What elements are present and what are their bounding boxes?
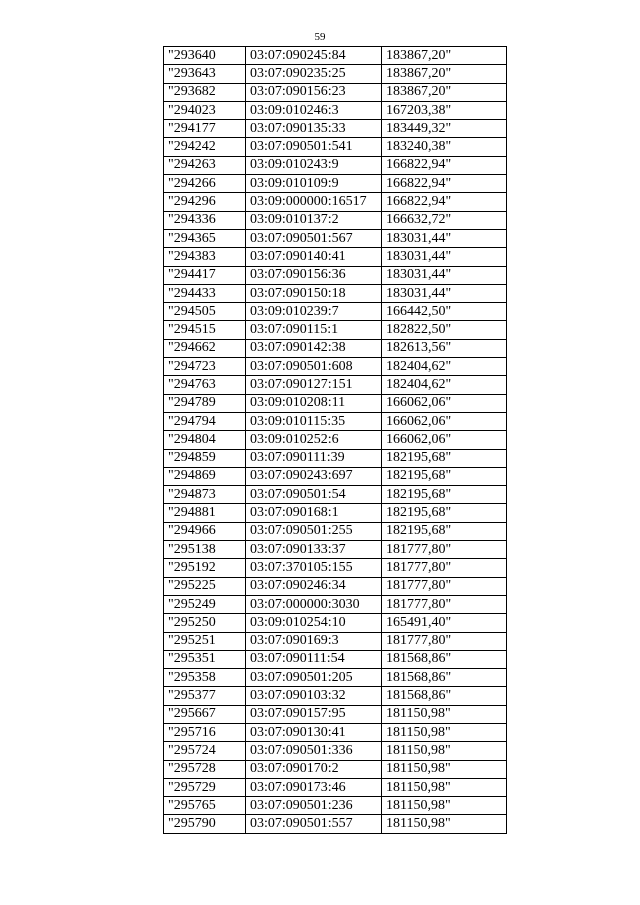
cadastral-number-cell: 03:07:090245:84 — [246, 47, 382, 65]
record-id-cell: "294365 — [164, 229, 246, 247]
value-cell: 181777,80" — [382, 541, 507, 559]
record-id-cell: "294873 — [164, 486, 246, 504]
record-id-cell: "294336 — [164, 211, 246, 229]
cadastral-number-cell: 03:07:090501:557 — [246, 815, 382, 833]
cadastral-number-cell: 03:07:370105:155 — [246, 559, 382, 577]
record-id-cell: "294505 — [164, 303, 246, 321]
table-row — [164, 65, 507, 83]
value-cell: 183031,44" — [382, 248, 507, 266]
table-row — [164, 541, 507, 559]
cadastral-number-cell: 03:07:090168:1 — [246, 504, 382, 522]
value-cell: 181568,86" — [382, 687, 507, 705]
table-row — [164, 394, 507, 412]
value-cell: 181150,98" — [382, 815, 507, 833]
table-row — [164, 559, 507, 577]
value-cell: 166062,06" — [382, 431, 507, 449]
value-cell: 166632,72" — [382, 211, 507, 229]
value-cell: 181568,86" — [382, 669, 507, 687]
value-cell: 182404,62" — [382, 376, 507, 394]
cadastral-number-cell: 03:07:090111:39 — [246, 449, 382, 467]
value-cell: 181777,80" — [382, 595, 507, 613]
table-row — [164, 522, 507, 540]
data-table — [163, 46, 507, 834]
record-id-cell: "295251 — [164, 632, 246, 650]
record-id-cell: "295765 — [164, 797, 246, 815]
cadastral-number-cell: 03:07:090235:25 — [246, 65, 382, 83]
value-cell: 181777,80" — [382, 632, 507, 650]
record-id-cell: "295225 — [164, 577, 246, 595]
record-id-cell: "294515 — [164, 321, 246, 339]
cadastral-number-cell: 03:07:090135:33 — [246, 120, 382, 138]
table-row — [164, 669, 507, 687]
value-cell: 182195,68" — [382, 486, 507, 504]
table-row — [164, 211, 507, 229]
record-id-cell: "294763 — [164, 376, 246, 394]
record-id-cell: "295790 — [164, 815, 246, 833]
value-cell: 181150,98" — [382, 797, 507, 815]
value-cell: 182822,50" — [382, 321, 507, 339]
record-id-cell: "295716 — [164, 723, 246, 741]
cadastral-number-cell: 03:07:090156:36 — [246, 266, 382, 284]
record-id-cell: "294869 — [164, 467, 246, 485]
cadastral-number-cell: 03:07:090103:32 — [246, 687, 382, 705]
record-id-cell: "295358 — [164, 669, 246, 687]
record-id-cell: "295729 — [164, 778, 246, 796]
record-id-cell: "294804 — [164, 431, 246, 449]
value-cell: 183449,32" — [382, 120, 507, 138]
cadastral-number-cell: 03:07:090169:3 — [246, 632, 382, 650]
cadastral-number-cell: 03:07:090501:255 — [246, 522, 382, 540]
value-cell: 166822,94" — [382, 193, 507, 211]
value-cell: 165491,40" — [382, 614, 507, 632]
table-row — [164, 577, 507, 595]
cadastral-number-cell: 03:07:090156:23 — [246, 83, 382, 101]
record-id-cell: "294662 — [164, 339, 246, 357]
table-row — [164, 449, 507, 467]
value-cell: 183867,20" — [382, 65, 507, 83]
value-cell: 181150,98" — [382, 705, 507, 723]
table-row — [164, 467, 507, 485]
record-id-cell: "293643 — [164, 65, 246, 83]
record-id-cell: "295192 — [164, 559, 246, 577]
cadastral-number-cell: 03:07:090173:46 — [246, 778, 382, 796]
record-id-cell: "294966 — [164, 522, 246, 540]
table-row — [164, 248, 507, 266]
record-id-cell: "295138 — [164, 541, 246, 559]
record-id-cell: "294417 — [164, 266, 246, 284]
table-row — [164, 101, 507, 119]
value-cell: 183240,38" — [382, 138, 507, 156]
table-row — [164, 229, 507, 247]
record-id-cell: "295728 — [164, 760, 246, 778]
value-cell: 182195,68" — [382, 522, 507, 540]
value-cell: 166822,94" — [382, 175, 507, 193]
record-id-cell: "294296 — [164, 193, 246, 211]
cadastral-number-cell: 03:09:010246:3 — [246, 101, 382, 119]
record-id-cell: "295249 — [164, 595, 246, 613]
cadastral-number-cell: 03:09:010243:9 — [246, 156, 382, 174]
table-row — [164, 266, 507, 284]
table-row — [164, 595, 507, 613]
table-row — [164, 321, 507, 339]
record-id-cell: "294723 — [164, 358, 246, 376]
cadastral-number-cell: 03:07:090150:18 — [246, 284, 382, 302]
record-id-cell: "294794 — [164, 412, 246, 430]
cadastral-number-cell: 03:09:010252:6 — [246, 431, 382, 449]
value-cell: 181777,80" — [382, 559, 507, 577]
cadastral-number-cell: 03:09:010115:35 — [246, 412, 382, 430]
value-cell: 182195,68" — [382, 504, 507, 522]
record-id-cell: "294383 — [164, 248, 246, 266]
value-cell: 182404,62" — [382, 358, 507, 376]
record-id-cell: "294881 — [164, 504, 246, 522]
table-row — [164, 358, 507, 376]
value-cell: 167203,38" — [382, 101, 507, 119]
cadastral-number-cell: 03:07:090115:1 — [246, 321, 382, 339]
table-row — [164, 303, 507, 321]
table-row — [164, 47, 507, 65]
table-row — [164, 193, 507, 211]
value-cell: 183031,44" — [382, 284, 507, 302]
table-row — [164, 339, 507, 357]
record-id-cell: "294263 — [164, 156, 246, 174]
table-row — [164, 723, 507, 741]
record-id-cell: "295724 — [164, 742, 246, 760]
cadastral-number-cell: 03:07:000000:3030 — [246, 595, 382, 613]
cadastral-number-cell: 03:07:090501:205 — [246, 669, 382, 687]
table-row — [164, 120, 507, 138]
value-cell: 181777,80" — [382, 577, 507, 595]
value-cell: 166442,50" — [382, 303, 507, 321]
cadastral-number-cell: 03:09:010137:2 — [246, 211, 382, 229]
table-row — [164, 632, 507, 650]
record-id-cell: "294242 — [164, 138, 246, 156]
table-row — [164, 650, 507, 668]
table-row — [164, 504, 507, 522]
cadastral-number-cell: 03:07:090501:336 — [246, 742, 382, 760]
record-id-cell: "294023 — [164, 101, 246, 119]
record-id-cell: "294859 — [164, 449, 246, 467]
table-row — [164, 486, 507, 504]
table-row — [164, 760, 507, 778]
table-row — [164, 138, 507, 156]
record-id-cell: "294266 — [164, 175, 246, 193]
cadastral-number-cell: 03:07:090140:41 — [246, 248, 382, 266]
value-cell: 181150,98" — [382, 742, 507, 760]
value-cell: 166822,94" — [382, 156, 507, 174]
cadastral-number-cell: 03:07:090111:54 — [246, 650, 382, 668]
value-cell: 181150,98" — [382, 778, 507, 796]
cadastral-number-cell: 03:07:090157:95 — [246, 705, 382, 723]
table-row — [164, 778, 507, 796]
value-cell: 181150,98" — [382, 723, 507, 741]
record-id-cell: "294433 — [164, 284, 246, 302]
table-row — [164, 797, 507, 815]
cadastral-number-cell: 03:09:010109:9 — [246, 175, 382, 193]
table-row — [164, 614, 507, 632]
value-cell: 181150,98" — [382, 760, 507, 778]
value-cell: 181568,86" — [382, 650, 507, 668]
table-row — [164, 815, 507, 833]
cadastral-number-cell: 03:07:090501:54 — [246, 486, 382, 504]
value-cell: 182613,56" — [382, 339, 507, 357]
cadastral-number-cell: 03:07:090243:697 — [246, 467, 382, 485]
table-row — [164, 412, 507, 430]
value-cell: 182195,68" — [382, 467, 507, 485]
record-id-cell: "294177 — [164, 120, 246, 138]
cadastral-number-cell: 03:07:090501:608 — [246, 358, 382, 376]
value-cell: 166062,06" — [382, 394, 507, 412]
table-row — [164, 705, 507, 723]
value-cell: 183031,44" — [382, 229, 507, 247]
table-row — [164, 175, 507, 193]
value-cell: 166062,06" — [382, 412, 507, 430]
value-cell: 183867,20" — [382, 83, 507, 101]
table-row — [164, 376, 507, 394]
page-number: 59 — [314, 31, 326, 43]
table-row — [164, 83, 507, 101]
cadastral-number-cell: 03:07:090246:34 — [246, 577, 382, 595]
cadastral-number-cell: 03:07:090130:41 — [246, 723, 382, 741]
cadastral-number-cell: 03:09:000000:16517 — [246, 193, 382, 211]
cadastral-number-cell: 03:09:010208:11 — [246, 394, 382, 412]
table-row — [164, 431, 507, 449]
cadastral-number-cell: 03:07:090133:37 — [246, 541, 382, 559]
cadastral-number-cell: 03:09:010239:7 — [246, 303, 382, 321]
value-cell: 183867,20" — [382, 47, 507, 65]
table-row — [164, 284, 507, 302]
record-id-cell: "293640 — [164, 47, 246, 65]
value-cell: 182195,68" — [382, 449, 507, 467]
table-row — [164, 687, 507, 705]
record-id-cell: "294789 — [164, 394, 246, 412]
cadastral-number-cell: 03:07:090501:567 — [246, 229, 382, 247]
cadastral-number-cell: 03:07:090501:236 — [246, 797, 382, 815]
cadastral-number-cell: 03:07:090170:2 — [246, 760, 382, 778]
cadastral-number-cell: 03:07:090501:541 — [246, 138, 382, 156]
record-id-cell: "293682 — [164, 83, 246, 101]
cadastral-number-cell: 03:07:090142:38 — [246, 339, 382, 357]
record-id-cell: "295250 — [164, 614, 246, 632]
value-cell: 183031,44" — [382, 266, 507, 284]
record-id-cell: "295377 — [164, 687, 246, 705]
record-id-cell: "295667 — [164, 705, 246, 723]
cadastral-number-cell: 03:07:090127:151 — [246, 376, 382, 394]
table-row — [164, 156, 507, 174]
table-body — [164, 47, 507, 834]
cadastral-number-cell: 03:09:010254:10 — [246, 614, 382, 632]
table-row — [164, 742, 507, 760]
record-id-cell: "295351 — [164, 650, 246, 668]
